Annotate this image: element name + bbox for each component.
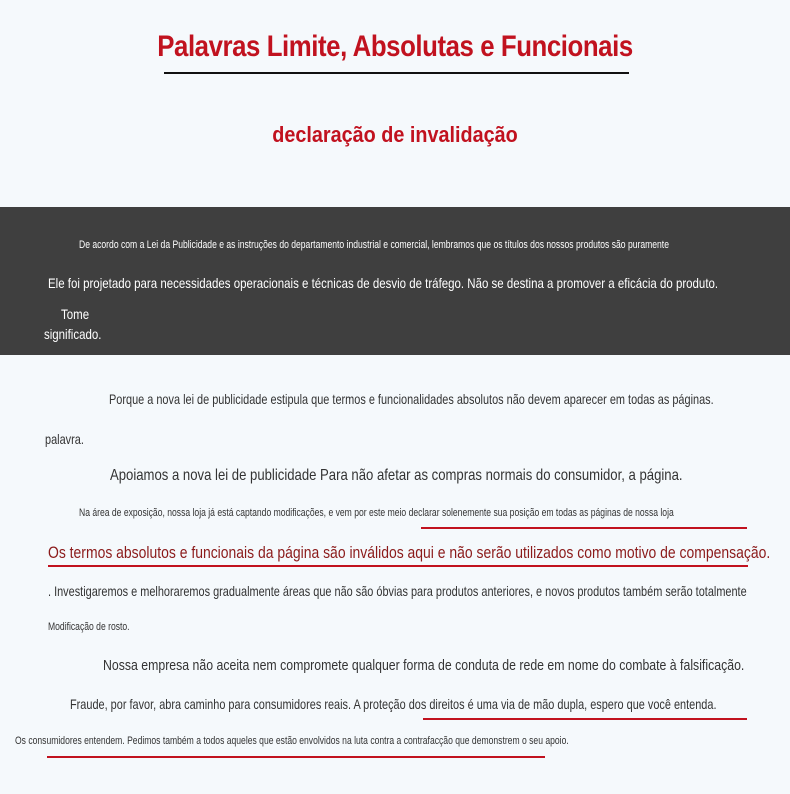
body-line: Os consumidores entendem. Pedimos também a todos aqueles que estão envolvidos na luta contra a contrafacção que demonstrem o seu apoio. xyxy=(15,735,569,747)
title-underline xyxy=(164,72,629,74)
body-line: Nossa empresa não aceita nem compromete qualquer forma de conduta de rede em nome do combate à falsificação. xyxy=(103,657,745,674)
notice-line: Tome xyxy=(61,306,90,322)
highlight-underline xyxy=(48,565,748,567)
notice-banner xyxy=(0,207,790,355)
body-line: Porque a nova lei de publicidade estipula que termos e funcionalidades absolutos não devem aparecer em todas as páginas. xyxy=(109,391,714,407)
highlight-underline xyxy=(47,756,545,758)
body-line: palavra. xyxy=(45,431,84,447)
page-subtitle: declaração de invalidação xyxy=(272,122,518,147)
notice-line: significado. xyxy=(44,326,102,342)
notice-line: Ele foi projetado para necessidades operacionais e técnicas de desvio de tráfego. Não se destina a promover a eficácia do produto. xyxy=(48,275,719,291)
body-line: . Investigaremos e melhoraremos gradualmente áreas que não são óbvias para produtos anteriores, e novos produtos também serão totalmente xyxy=(48,583,747,599)
highlighted-statement: Os termos absolutos e funcionais da página são inválidos aqui e não serão utilizados como motivo de compensação. xyxy=(48,543,771,562)
notice-line: De acordo com a Lei da Publicidade e as instruções do departamento industrial e comercial, lembramos que os títulos dos nossos produtos são puramente xyxy=(79,239,669,251)
body-line: Modificação de rosto. xyxy=(48,621,130,633)
highlight-underline xyxy=(423,718,747,720)
body-line: Fraude, por favor, abra caminho para consumidores reais. A proteção dos direitos é uma via de mão dupla, espero que você entenda. xyxy=(70,696,717,712)
highlight-underline xyxy=(421,527,747,529)
body-line: Na área de exposição, nossa loja já está captando modificações, e vem por este meio declarar solenemente sua posição em todas as páginas de nossa loja xyxy=(79,507,674,519)
body-line: Apoiamos a nova lei de publicidade Para não afetar as compras normais do consumidor, a página. xyxy=(110,467,683,484)
page-title: Palavras Limite, Absolutas e Funcionais xyxy=(157,30,633,63)
